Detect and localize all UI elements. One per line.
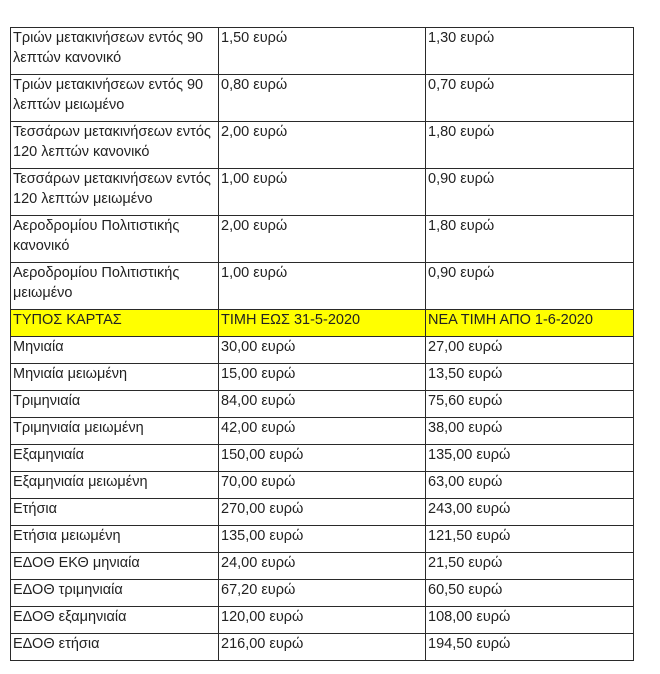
table-row: [11, 337, 634, 364]
table-row: [11, 364, 634, 391]
table-row: [11, 472, 634, 499]
card-type-cell: Μηνιαία μειωμένη: [11, 364, 219, 391]
old-price-cell: 67,20 ευρώ: [219, 580, 426, 607]
old-price-cell: 30,00 ευρώ: [219, 337, 426, 364]
old-price-cell: 70,00 ευρώ: [219, 472, 426, 499]
old-price-cell: 270,00 ευρώ: [219, 499, 426, 526]
table-row: [11, 634, 634, 661]
table-row: [11, 75, 634, 122]
new-price-cell: 75,60 ευρώ: [426, 391, 634, 418]
card-type-cell: ΕΔΟΘ εξαμηνιαία: [11, 607, 219, 634]
new-price-cell: 38,00 ευρώ: [426, 418, 634, 445]
new-price-cell: 63,00 ευρώ: [426, 472, 634, 499]
new-price-cell: 1,80 ευρώ: [426, 122, 634, 169]
new-price-cell: 121,50 ευρώ: [426, 526, 634, 553]
table-row: [11, 122, 634, 169]
table-row: [11, 607, 634, 634]
table-row: [11, 216, 634, 263]
fare-table: [10, 27, 634, 661]
new-price-cell: 27,00 ευρώ: [426, 337, 634, 364]
old-price-cell: 120,00 ευρώ: [219, 607, 426, 634]
new-price-header: ΝΕΑ ΤΙΜΗ ΑΠΟ 1-6-2020: [426, 310, 634, 337]
table-row: [11, 391, 634, 418]
old-price-cell: 135,00 ευρώ: [219, 526, 426, 553]
ticket-type-cell: Τεσσάρων μετακινήσεων εντός 120 λεπτών κανονικό: [11, 122, 219, 169]
table-row: [11, 418, 634, 445]
old-price-cell: 2,00 ευρώ: [219, 216, 426, 263]
new-price-cell: 1,30 ευρώ: [426, 28, 634, 75]
card-type-header: ΤΥΠΟΣ ΚΑΡΤΑΣ: [11, 310, 219, 337]
card-type-cell: ΕΔΟΘ τριμηνιαία: [11, 580, 219, 607]
ticket-type-cell: Τριών μετακινήσεων εντός 90 λεπτών κανονικό: [11, 28, 219, 75]
card-type-cell: Εξαμηνιαία μειωμένη: [11, 472, 219, 499]
old-price-cell: 1,00 ευρώ: [219, 263, 426, 310]
table-row: [11, 263, 634, 310]
ticket-type-cell: Αεροδρομίου Πολιτιστικής μειωμένο: [11, 263, 219, 310]
new-price-cell: 13,50 ευρώ: [426, 364, 634, 391]
old-price-cell: 15,00 ευρώ: [219, 364, 426, 391]
old-price-cell: 2,00 ευρώ: [219, 122, 426, 169]
ticket-type-cell: Αεροδρομίου Πολιτιστικής κανονικό: [11, 216, 219, 263]
old-price-cell: 42,00 ευρώ: [219, 418, 426, 445]
old-price-header: ΤΙΜΗ ΕΩΣ 31-5-2020: [219, 310, 426, 337]
new-price-cell: 135,00 ευρώ: [426, 445, 634, 472]
new-price-cell: 60,50 ευρώ: [426, 580, 634, 607]
old-price-cell: 216,00 ευρώ: [219, 634, 426, 661]
table-row: [11, 526, 634, 553]
new-price-cell: 243,00 ευρώ: [426, 499, 634, 526]
card-type-cell: Τριμηνιαία μειωμένη: [11, 418, 219, 445]
card-type-cell: Εξαμηνιαία: [11, 445, 219, 472]
new-price-cell: 1,80 ευρώ: [426, 216, 634, 263]
ticket-type-cell: Τεσσάρων μετακινήσεων εντός 120 λεπτών μειωμένο: [11, 169, 219, 216]
table-row: [11, 169, 634, 216]
card-type-cell: ΕΔΟΘ ΕΚΘ μηνιαία: [11, 553, 219, 580]
new-price-cell: 194,50 ευρώ: [426, 634, 634, 661]
old-price-cell: 1,00 ευρώ: [219, 169, 426, 216]
old-price-cell: 0,80 ευρώ: [219, 75, 426, 122]
new-price-cell: 0,90 ευρώ: [426, 169, 634, 216]
card-header-row: [11, 310, 634, 337]
new-price-cell: 21,50 ευρώ: [426, 553, 634, 580]
card-type-cell: Ετήσια: [11, 499, 219, 526]
old-price-cell: 84,00 ευρώ: [219, 391, 426, 418]
old-price-cell: 150,00 ευρώ: [219, 445, 426, 472]
card-type-cell: Ετήσια μειωμένη: [11, 526, 219, 553]
card-type-cell: Τριμηνιαία: [11, 391, 219, 418]
ticket-type-cell: Τριών μετακινήσεων εντός 90 λεπτών μειωμένο: [11, 75, 219, 122]
old-price-cell: 24,00 ευρώ: [219, 553, 426, 580]
table-row: [11, 28, 634, 75]
new-price-cell: 108,00 ευρώ: [426, 607, 634, 634]
table-row: [11, 580, 634, 607]
new-price-cell: 0,70 ευρώ: [426, 75, 634, 122]
table-row: [11, 553, 634, 580]
card-type-cell: Μηνιαία: [11, 337, 219, 364]
new-price-cell: 0,90 ευρώ: [426, 263, 634, 310]
table-row: [11, 499, 634, 526]
old-price-cell: 1,50 ευρώ: [219, 28, 426, 75]
table-row: [11, 445, 634, 472]
card-type-cell: ΕΔΟΘ ετήσια: [11, 634, 219, 661]
